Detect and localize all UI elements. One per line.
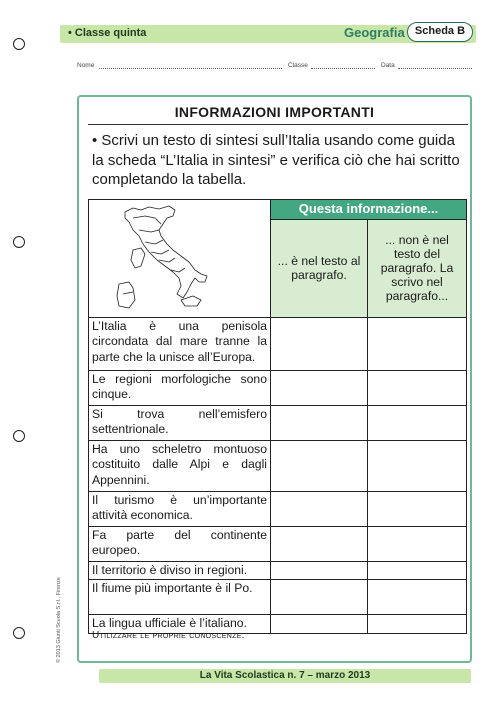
footer-bar: La Vita Scolastica n. 7 – marzo 2013: [99, 669, 471, 683]
statement-cell: Le regioni morfologiche sono cinque.: [89, 370, 271, 405]
answer-cell[interactable]: [271, 526, 368, 561]
statement-cell: Ha uno scheletro montuoso costituito dalle Alpi e dagli Appennini.: [89, 440, 271, 491]
statement-cell: Si trova nell’emisfero settentrionale.: [89, 405, 271, 440]
binder-hole: [13, 430, 25, 442]
map-cell: [89, 200, 271, 318]
info-table: [88, 199, 467, 634]
statement-cell: Il territorio è diviso in regioni.: [89, 561, 271, 580]
answer-cell[interactable]: [271, 615, 368, 634]
name-field[interactable]: [99, 68, 282, 69]
title-divider: [88, 124, 468, 125]
answer-cell[interactable]: [368, 580, 467, 615]
card-badge: Scheda B: [407, 22, 473, 42]
class-label: • Classe quinta: [68, 27, 147, 39]
class-field[interactable]: [311, 68, 375, 69]
worksheet-title: INFORMAZIONI IMPORTANTI: [174, 104, 375, 120]
header-bar: [60, 25, 476, 43]
footnote: Utilizzare le proprie conoscenze.: [92, 630, 245, 641]
answer-cell[interactable]: [271, 440, 368, 491]
answer-cell[interactable]: [271, 370, 368, 405]
col-header-not-in-text: ... non è nel testo del paragrafo. La scrivo nel paragrafo...: [368, 220, 467, 317]
answer-cell[interactable]: [368, 615, 467, 634]
instruction-text: • Scrivi un testo di sintesi sull’Italia usando come guida la scheda “L’Italia in sintesi” e verifica ciò che hai scritto completando la tabella.: [92, 132, 460, 188]
name-label: Nome: [77, 62, 95, 69]
answer-cell[interactable]: [271, 561, 368, 580]
answer-cell[interactable]: [368, 317, 467, 370]
statement-cell: L’Italia è una penisola circondata dal mare tranne la parte che la unisce all’Europa.: [89, 317, 271, 370]
copyright-text: © 2013 Giunti Scuola S.r.l., Firenze: [56, 577, 62, 663]
answer-cell[interactable]: [368, 370, 467, 405]
binder-hole: [13, 38, 25, 50]
date-field[interactable]: [398, 68, 472, 69]
answer-cell[interactable]: [368, 491, 467, 526]
answer-cell[interactable]: [271, 317, 368, 370]
col-header-in-text: ... è nel testo al paragrafo.: [271, 220, 368, 317]
binder-hole: [13, 236, 25, 248]
statement-cell: Il turismo è un’importante attività economica.: [89, 491, 271, 526]
statement-cell: Il fiume più importante è il Po.: [89, 580, 271, 615]
answer-cell[interactable]: [368, 561, 467, 580]
statement-cell: Fa parte del continente europeo.: [89, 526, 271, 561]
answer-cell[interactable]: [271, 580, 368, 615]
answer-cell[interactable]: [368, 405, 467, 440]
answer-cell[interactable]: [368, 526, 467, 561]
answer-cell[interactable]: [271, 405, 368, 440]
answer-cell[interactable]: [368, 440, 467, 491]
statement-cell: La lingua ufficiale è l’italiano.: [89, 615, 271, 634]
binder-hole: [13, 627, 25, 639]
subject-label: Geografia: [344, 25, 405, 40]
answer-cell[interactable]: [271, 491, 368, 526]
class-field-label: Classe: [288, 62, 308, 69]
italy-map-icon: [89, 200, 269, 312]
date-label: Data: [381, 62, 395, 69]
table-header: Questa informazione...: [271, 200, 467, 220]
